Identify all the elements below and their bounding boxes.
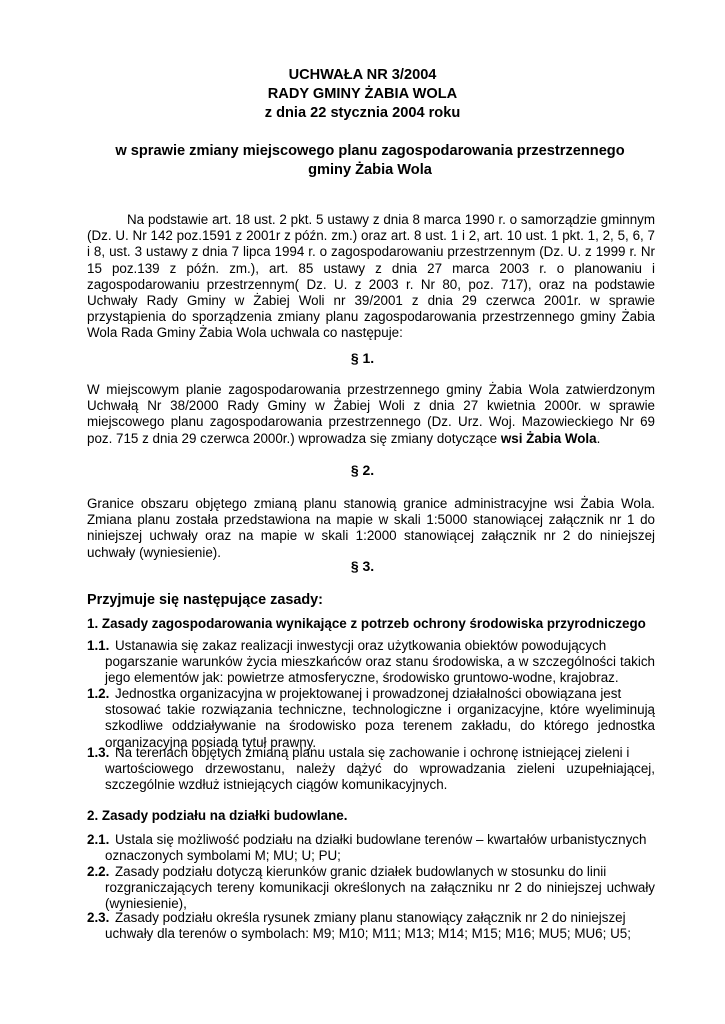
item-2-3 [87, 910, 655, 942]
item-number: 1.2. [87, 686, 110, 701]
item-continuation: pogarszanie warunków życia mieszkańców oraz stanu środowiska, a w szczególności takich jego elementów jak: powietrze atmosferyczne, środowisko gruntowo-wodne, krajobraz. [105, 654, 655, 686]
council-name: RADY GMINY ŻABIA WOLA [267, 86, 458, 102]
item-first-line: Zasady podziału określa rysunek zmiany planu stanowiący załącznik nr 2 do niniejszej [115, 910, 626, 925]
item-first-line: Na terenach objętych zmianą planu ustala się zachowanie i ochronę istniejącej zieleni i [115, 745, 630, 760]
item-2-2 [87, 864, 655, 913]
group-2-heading: 2. Zasady podziału na działki budowlane. [87, 808, 348, 823]
section-1-text: W miejscowym planie zagospodarowania przestrzennego gminy Żabia Wola zatwierdzonym Uchwałą Nr 38/2000 Rady Gminy w Żabiej Woli z dnia 27 kwietnia 2000r. w sprawie miejscowego planu zagospodarowania przestrzennego (Dz. Urz. Woj. Mazowieckiego Nr 69 poz. 715 z dnia 29 czerwca 2000r.) wprowadza się zmiany dotyczące [87, 382, 655, 446]
item-continuation: uchwały dla terenów o symbolach: M9; M10; M11; M13; M14; M15; M16; MU5; MU6; U5; [105, 926, 631, 942]
item-first-line: Jednostka organizacyjna w projektowanej i prowadzonej działalności obowiązana jest [115, 686, 622, 701]
item-2-1 [87, 832, 655, 864]
section-1-end: . [596, 430, 601, 446]
item-number: 2.1. [87, 832, 110, 847]
section-1-paragraph [87, 382, 655, 447]
item-continuation: stosować takie rozwiązania techniczne, technologiczne i organizacyjne, które wyeliminują szkodliwe oddziaływanie na środowisko poza terenem zakładu, do którego jednostka organizacyjna posiada tytuł prawny. [105, 702, 655, 750]
section-3-mark: § 3. [350, 558, 375, 574]
subject-line-2: gminy Żabia Wola [308, 162, 432, 178]
item-number: 2.2. [87, 864, 110, 879]
section-2-mark: § 2. [350, 462, 375, 478]
item-first-line: Zasady podziału dotyczą kierunków granic działek budowlanych w stosunku do linii [115, 864, 607, 879]
resolution-header [0, 66, 725, 123]
preamble-paragraph [87, 212, 655, 342]
section-1-mark: § 1. [350, 350, 375, 366]
item-continuation: wartościowego drzewostanu, należy dążyć do wprowadzania zieleni uzupełniającej, szczególnie wzdłuż istniejących ciągów komunikacyjnych. [105, 761, 655, 793]
section-2-paragraph [87, 496, 655, 561]
item-first-line: Ustanawia się zakaz realizacji inwestycji oraz użytkowania obiektów powodujących [115, 638, 607, 653]
resolution-date: z dnia 22 stycznia 2004 roku [264, 105, 461, 121]
item-1-3 [87, 745, 655, 794]
subject-line-1: w sprawie zmiany miejscowego planu zagospodarowania przestrzennego [115, 143, 625, 159]
section-1-bold-village: wsi Żabia Wola [500, 430, 597, 446]
preamble-text: Na podstawie art. 18 ust. 2 pkt. 5 ustawy z dnia 8 marca 1990 r. o samorządzie gminnym (Dz. U. Nr 142 poz.1591 z 2001r z późn. zm.) oraz art. 8 ust. 1 i 2, art. 10 ust. 1 pkt. 1, 2, 5, 6, 7 i 8, ust. 3 ustawy z dnia 7 lipca 1994 r. o zagospodarowaniu przestrzennym (Dz. U. z 1999 r. Nr 15 poz.139 z późn. zm.), art. 85 ustawy z dnia 27 marca 2003 r. o planowaniu i zagospodarowaniu przestrzennym( Dz. U. z 2003 r. Nr 80, poz. 717), oraz na podstawie Uchwały Rady Gminy w Żabiej Woli nr 39/2001 z dnia 29 czerwca 2001r. w sprawie przystąpienia do sporządzenia zmiany planu zagospodarowania przestrzennego gminy Żabia Wola Rada Gminy Żabia Wola uchwala co następuje: [87, 212, 655, 341]
item-number: 1.1. [87, 638, 110, 653]
section-2-text: Granice obszaru objętego zmianą planu stanowią granice administracyjne wsi Żabia Wola. Zmiana planu została przedstawiona na mapie w skali 1:5000 stanowiącej załącznik nr 1 do niniejszej uchwały oraz na mapie w skali 1:2000 stanowiącej załącznik nr 2 do niniejszej uchwały (wyniesienie). [87, 496, 655, 560]
item-number: 1.3. [87, 745, 110, 760]
item-1-1 [87, 638, 655, 687]
item-continuation: rozgraniczających tereny komunikacji określonych na załączniku nr 2 do niniejszej uchwały (wyniesienie), [105, 880, 655, 912]
resolution-number: UCHWAŁA NR 3/2004 [288, 67, 437, 83]
item-first-line: Ustala się możliwość podziału na działki budowlane terenów – kwartałów urbanistycznych [115, 832, 647, 847]
resolution-subject [60, 142, 680, 180]
principles-heading: Przyjmuje się następujące zasady: [87, 592, 323, 608]
item-1-2 [87, 686, 655, 751]
group-1-heading: 1. Zasady zagospodarowania wynikające z potrzeb ochrony środowiska przyrodniczego [87, 616, 646, 631]
item-continuation: oznaczonych symbolami M; MU; U; PU; [105, 848, 341, 864]
item-number: 2.3. [87, 910, 110, 925]
